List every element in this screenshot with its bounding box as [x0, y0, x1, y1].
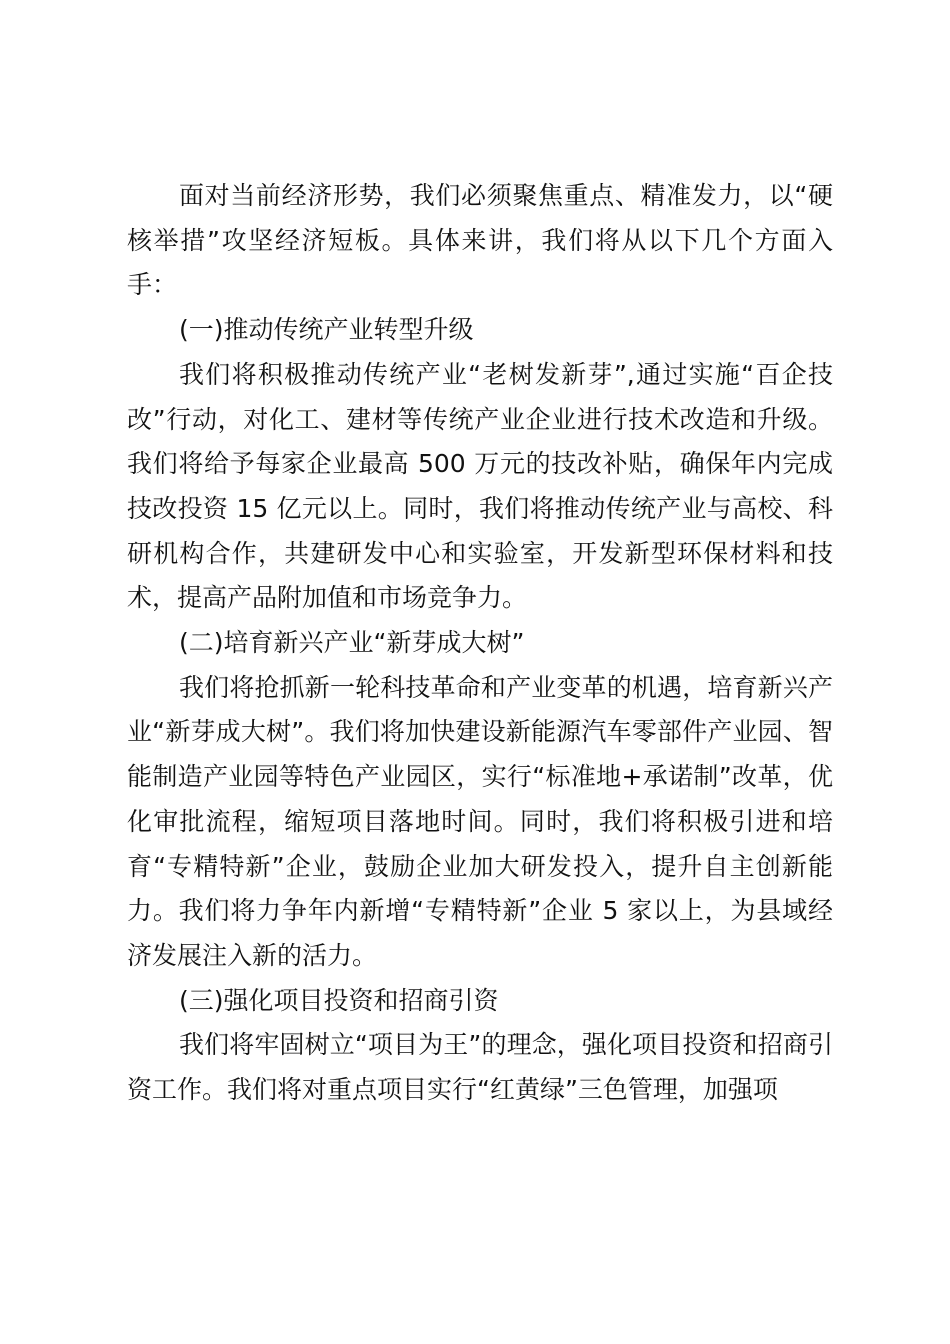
section-heading-2: (二)培育新兴产业“新芽成大树” — [179, 628, 525, 658]
section-1-paragraph: 我们将积极推动传统产业“老树发新芽”,通过实施“百企技改”行动，对化工、建材等传统产业企业进行技术改造和升级。我们将给予每家企业最高 500 万元的技改补贴，确保年内完成技改投资 15 亿元以上。同时，我们将推动传统产业与高校、科研机构合作，共建研发中心和实验室，开发新型环保材料和技术，提高产品附加值和市场竞争力。 — [127, 359, 833, 613]
section-3-paragraph: 我们将牢固树立“项目为王”的理念，强化项目投资和招商引资工作。我们将对重点项目实行“红黄绿”三色管理，加强项 — [127, 1030, 833, 1105]
section-heading-1: (一)推动传统产业转型升级 — [179, 315, 474, 345]
section-heading-3: (三)强化项目投资和招商引资 — [179, 985, 499, 1015]
section-2-paragraph: 我们将抢抓新一轮科技革命和产业变革的机遇，培育新兴产业“新芽成大树”。我们将加快建设新能源汽车零部件产业园、智能制造产业园等特色产业园区，实行“标准地+承诺制”改革，优化审批流程，缩短项目落地时间。同时，我们将积极引进和培育“专精特新”企业，鼓励企业加大研发投入，提升自主创新能力。我们将力争年内新增“专精特新”企业 5 家以上，为县域经济发展注入新的活力。 — [127, 672, 833, 970]
document-body — [127, 174, 833, 1113]
intro-paragraph: 面对当前经济形势，我们必须聚焦重点、精准发力，以“硬核举措”攻坚经济短板。具体来讲，我们将从以下几个方面入手： — [127, 181, 833, 300]
